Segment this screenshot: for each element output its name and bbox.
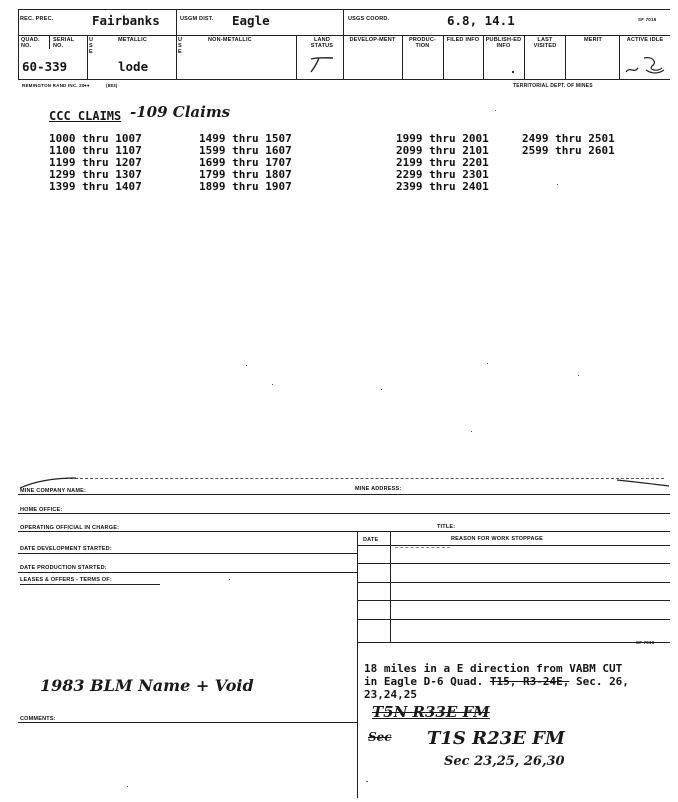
active-idle-label: ACTIVE IDLE bbox=[626, 37, 664, 43]
reason-row-rule bbox=[357, 619, 670, 620]
claim-range: 2199 thru 2201 bbox=[396, 156, 489, 169]
metallic-value: lode bbox=[118, 59, 149, 74]
speck bbox=[487, 363, 488, 364]
location-line-3: 23,24,25 bbox=[364, 688, 417, 701]
location-line-2-a: in Eagle D-6 Quad. bbox=[364, 675, 490, 688]
header-divider bbox=[176, 9, 177, 79]
handwritten-struck-township: T5N R33E FM bbox=[372, 703, 490, 721]
last-visited-label: LAST VISITED bbox=[533, 37, 557, 49]
usgm-dist-label: USGM DIST. bbox=[180, 16, 214, 22]
date-label: DATE bbox=[363, 537, 379, 543]
claim-range: 2099 thru 2101 bbox=[396, 144, 489, 157]
department-label: TERRITORIAL DEPT. OF MINES bbox=[513, 83, 593, 89]
production-label: PRODUC-TION bbox=[408, 37, 437, 49]
speck bbox=[127, 786, 128, 787]
header-left-border bbox=[18, 9, 19, 79]
speck bbox=[229, 579, 230, 580]
prod-started-label: DATE PRODUCTION STARTED: bbox=[20, 565, 107, 571]
claim-range: 1299 thru 1307 bbox=[49, 168, 142, 181]
use-label-2: U S E bbox=[178, 37, 183, 55]
claim-range: 1699 thru 1707 bbox=[199, 156, 292, 169]
quad-no-label: QUAD. NO. bbox=[21, 37, 40, 49]
header-divider bbox=[565, 35, 566, 79]
header-divider bbox=[524, 35, 525, 79]
claim-range: 1899 thru 1907 bbox=[199, 180, 292, 193]
speck bbox=[272, 384, 273, 385]
header-top-rule bbox=[18, 9, 670, 10]
claim-range: 1499 thru 1507 bbox=[199, 132, 292, 145]
use-label: U S E bbox=[89, 37, 94, 55]
rec-prec-value: Fairbanks bbox=[92, 13, 160, 28]
comments-label: COMMENTS: bbox=[20, 716, 56, 722]
header-divider bbox=[296, 35, 297, 79]
speck bbox=[471, 431, 472, 432]
operating-official-label: OPERATING OFFICIAL IN CHARGE: bbox=[20, 525, 120, 531]
active-idle-scribble bbox=[622, 52, 668, 78]
claim-range: 2299 thru 2301 bbox=[396, 168, 489, 181]
header-bottom-rule bbox=[18, 79, 670, 80]
header-divider bbox=[49, 35, 50, 49]
mine-company-rule bbox=[18, 494, 670, 495]
home-office-label: HOME OFFICE: bbox=[20, 507, 63, 513]
printer-code-dot: ●● bbox=[84, 83, 90, 88]
claim-range: 1000 thru 1007 bbox=[49, 132, 142, 145]
speck bbox=[578, 375, 579, 376]
header-divider bbox=[87, 35, 88, 79]
official-rule bbox=[18, 531, 670, 532]
usgm-dist-value: Eagle bbox=[232, 13, 270, 28]
date-col-divider bbox=[357, 531, 358, 643]
metallic-label: METALLIC bbox=[118, 37, 147, 43]
location-line-2 bbox=[364, 675, 629, 688]
location-left-border bbox=[357, 643, 358, 798]
printer-label: REMINGTON RAND INC. 20 bbox=[22, 83, 85, 88]
land-status-check-mark bbox=[305, 55, 341, 75]
handwritten-blm-note: 1983 BLM Name + Void bbox=[40, 676, 254, 695]
reason-row-rule bbox=[357, 563, 670, 564]
speck bbox=[366, 781, 368, 782]
reason-row-rule bbox=[357, 600, 670, 601]
header-divider bbox=[402, 35, 403, 79]
handwritten-struck-sec: Sec bbox=[368, 730, 392, 744]
claims-title: CCC CLAIMS bbox=[49, 109, 122, 123]
filed-info-label: FILED INFO bbox=[446, 37, 480, 43]
reason-col-divider bbox=[390, 531, 391, 643]
right-curl-mark bbox=[615, 478, 670, 488]
comments-rule bbox=[18, 722, 357, 723]
claim-range: 1399 thru 1407 bbox=[49, 180, 142, 193]
published-info-label: PUBLISH-ED INFO bbox=[485, 37, 522, 49]
claim-range: 2499 thru 2501 bbox=[522, 132, 615, 145]
claim-range: 1799 thru 1807 bbox=[199, 168, 292, 181]
dev-started-label: DATE DEVELOPMENT STARTED: bbox=[20, 546, 112, 552]
speck bbox=[495, 110, 496, 111]
leases-label: LEASES & OFFERS - TERMS OF: bbox=[20, 577, 112, 583]
speck bbox=[246, 365, 247, 366]
claim-range: 1599 thru 1607 bbox=[199, 144, 292, 157]
leases-underline bbox=[20, 584, 160, 585]
handwritten-township: T1S R23E FM bbox=[427, 728, 565, 749]
claim-range: 1999 thru 2001 bbox=[396, 132, 489, 145]
land-status-label: LAND STATUS bbox=[310, 37, 334, 49]
struck-township: T15, R3-24E, bbox=[489, 675, 570, 688]
header-divider bbox=[619, 35, 620, 79]
home-office-rule bbox=[18, 513, 670, 514]
claim-range: 2599 thru 2601 bbox=[522, 144, 615, 157]
claim-range: 2399 thru 2401 bbox=[396, 180, 489, 193]
speck bbox=[557, 184, 558, 185]
mark-dot bbox=[512, 71, 514, 73]
form-number: SF 7016 bbox=[638, 17, 657, 22]
merit-label: MERIT bbox=[583, 37, 603, 43]
reason-label: REASON FOR WORK STOPPAGE bbox=[451, 536, 543, 542]
header-mid-rule bbox=[18, 35, 670, 36]
header-divider bbox=[483, 35, 484, 79]
location-line-2-b: Sec. 26, bbox=[569, 675, 629, 688]
quad-serial-value: 60-339 bbox=[22, 59, 68, 74]
faint-dash bbox=[395, 547, 450, 548]
speck bbox=[381, 389, 382, 390]
mine-address-label: MINE ADDRESS: bbox=[355, 486, 402, 492]
handwritten-claim-count: -109 Claims bbox=[130, 103, 231, 121]
claim-range: 1199 thru 1207 bbox=[49, 156, 142, 169]
rec-prec-label: REC. PREC. bbox=[20, 16, 54, 22]
nonmetallic-label: NON-METALLIC bbox=[208, 37, 252, 43]
title-label: TITLE: bbox=[437, 524, 456, 530]
location-line-1: 18 miles in a E direction from VABM CUT bbox=[364, 662, 623, 675]
reason-row-rule bbox=[357, 582, 670, 583]
form-number-2: SF 7016 bbox=[636, 640, 655, 645]
reason-header-rule bbox=[357, 545, 670, 546]
printer-code: (883) bbox=[106, 83, 118, 88]
dev-started-rule bbox=[18, 553, 357, 554]
lower-top-dash bbox=[60, 478, 664, 479]
development-label: DEVELOP-MENT bbox=[349, 37, 396, 43]
usgs-coord-value: 6.8, 14.1 bbox=[447, 13, 515, 28]
header-divider bbox=[343, 9, 344, 79]
claim-range: 1100 thru 1107 bbox=[49, 144, 142, 157]
reason-row-rule bbox=[357, 642, 670, 643]
serial-no-label: SERIAL NO. bbox=[53, 37, 75, 49]
usgs-coord-label: USGS COORD. bbox=[348, 16, 390, 22]
mine-company-label: MINE COMPANY NAME: bbox=[20, 488, 87, 494]
prod-started-rule bbox=[18, 572, 357, 573]
handwritten-sections: Sec 23,25, 26,30 bbox=[444, 754, 565, 769]
header-divider bbox=[443, 35, 444, 79]
